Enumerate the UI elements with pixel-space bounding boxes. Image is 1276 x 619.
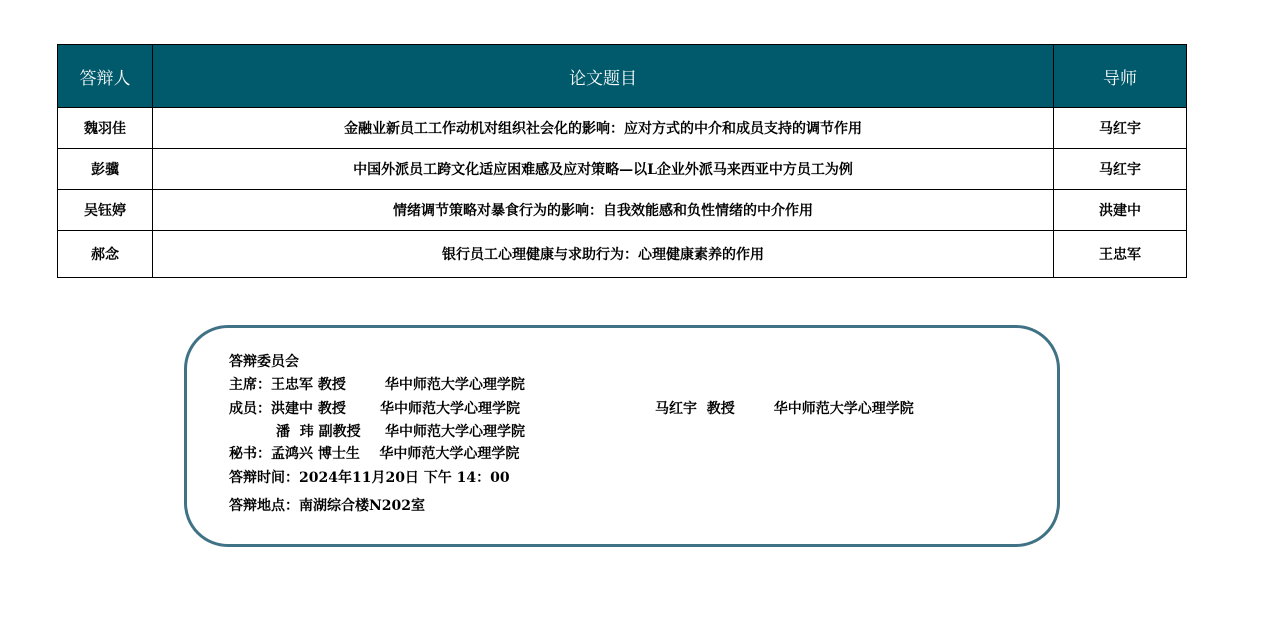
defender-name: 吴钰婷 — [58, 190, 153, 231]
committee-chair: 主席：王忠军 教授 华中师范大学心理学院 — [229, 377, 525, 393]
table-row — [58, 190, 1187, 231]
thesis-title: 中国外派员工跨文化适应困难感及应对策略—以L企业外派马来西亚中方员工为例 — [153, 149, 1054, 190]
committee-member: 马红宇 教授 华中师范大学心理学院 — [655, 401, 914, 417]
defender-name: 魏羽佳 — [58, 108, 153, 149]
table-row — [58, 149, 1187, 190]
advisor-name: 马红宇 — [1054, 108, 1187, 149]
thesis-title: 金融业新员工工作动机对组织社会化的影响：应对方式的中介和成员支持的调节作用 — [153, 108, 1054, 149]
table-header-row — [58, 45, 1187, 108]
header-advisor: 导师 — [1054, 45, 1187, 108]
committee-member: 潘 玮 副教授 华中师范大学心理学院 — [276, 424, 525, 440]
advisor-name: 洪建中 — [1054, 190, 1187, 231]
defense-time: 答辩时间：2024年11月20日 下午 14：00 — [229, 470, 510, 486]
thesis-title: 情绪调节策略对暴食行为的影响：自我效能感和负性情绪的中介作用 — [153, 190, 1054, 231]
committee-title: 答辩委员会 — [229, 354, 299, 370]
header-defender: 答辩人 — [58, 45, 153, 108]
defense-schedule-table — [57, 44, 1187, 278]
advisor-name: 马红宇 — [1054, 149, 1187, 190]
thesis-title: 银行员工心理健康与求助行为：心理健康素养的作用 — [153, 231, 1054, 278]
defense-place: 答辩地点：南湖综合楼N202室 — [229, 498, 426, 514]
committee-secretary: 秘书：孟鸿兴 博士生 华中师范大学心理学院 — [229, 446, 520, 462]
header-thesis-title: 论文题目 — [153, 45, 1054, 108]
committee-member: 成员：洪建中 教授 华中师范大学心理学院 — [229, 401, 520, 417]
advisor-name: 王忠军 — [1054, 231, 1187, 278]
defender-name: 郝念 — [58, 231, 153, 278]
table-row — [58, 231, 1187, 278]
defender-name: 彭骥 — [58, 149, 153, 190]
table-row — [58, 108, 1187, 149]
